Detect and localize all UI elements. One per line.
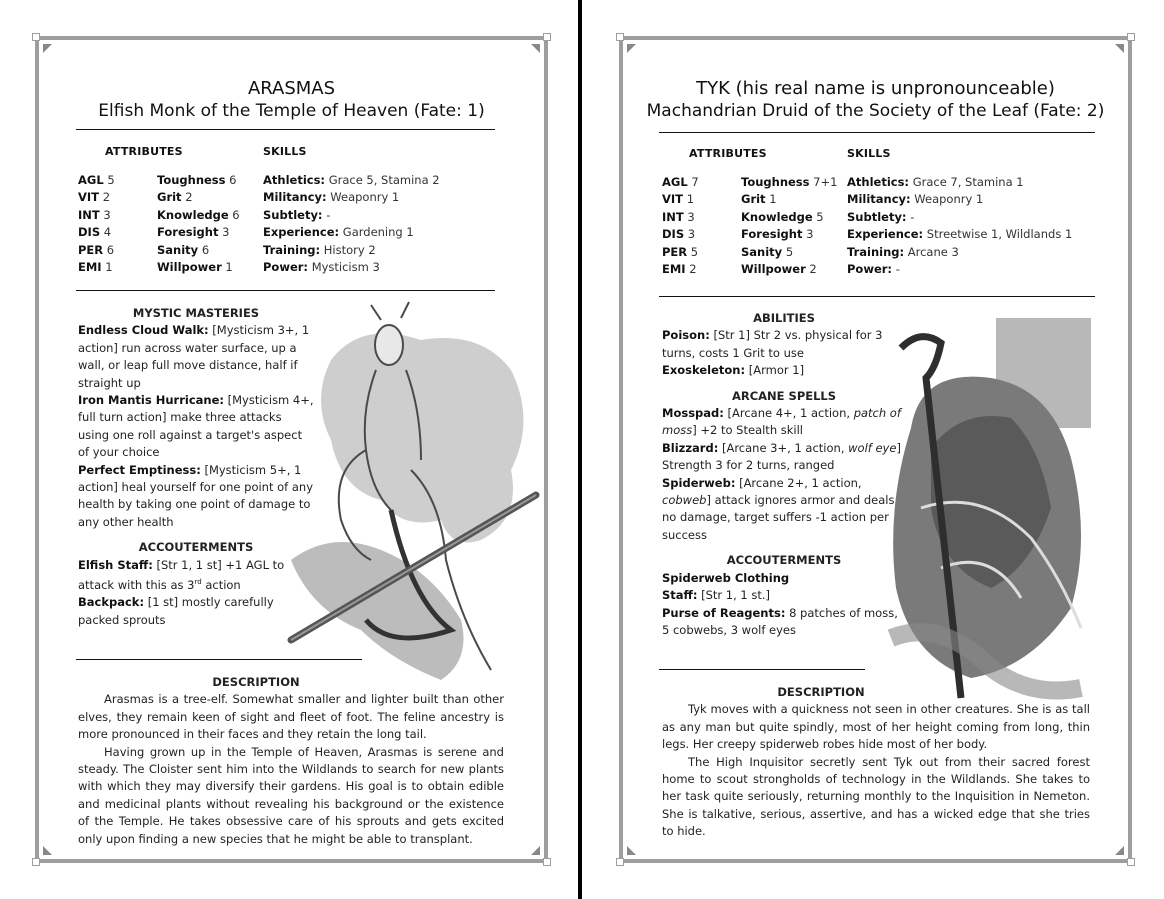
aspect-row bbox=[157, 207, 240, 224]
accouterment-item: Elfish Staff: [Str 1, 1 st] +1 AGL to attack with this as 3rd action bbox=[78, 557, 285, 592]
skill-row-label: Militancy: bbox=[847, 192, 911, 207]
character-name: TYK (his real name is unpronounceable) bbox=[696, 78, 1055, 99]
skill-row-label: Training: bbox=[847, 244, 905, 259]
aspect-row bbox=[741, 174, 837, 191]
spell-reagent: cobweb bbox=[662, 493, 707, 508]
skill-row-label: Militancy: bbox=[263, 190, 327, 205]
accouterment-item bbox=[662, 605, 906, 640]
description-heading: DESCRIPTION bbox=[212, 675, 300, 689]
skill-row-label: Athletics: bbox=[263, 173, 326, 187]
skill-row-label: Experience: bbox=[263, 225, 340, 240]
description-paragraph: Having grown up in the Temple of Heaven, Arasmas is serene and steady. The Cloister sent him into the Wildlands to search for new plants with which they may diversify their gardens. His goal is to obtain edible and medicinal plants without revealing his background or the existence of the Temple. He takes obsessive care of his sprouts and gets excited only upon finding a new species that he might be able to transplant. bbox=[78, 744, 504, 846]
attribute-row bbox=[662, 226, 699, 243]
aspect-row-value: 5 bbox=[785, 244, 794, 259]
skill-row bbox=[847, 244, 1072, 261]
skill-row bbox=[263, 189, 440, 206]
spell-cost: [Arcane 2+, 1 action, bbox=[739, 475, 862, 490]
skill-row-label: Power: bbox=[847, 262, 893, 277]
aspect-row bbox=[157, 224, 240, 241]
skill-row-value: Streetwise 1, Wildlands 1 bbox=[926, 227, 1073, 242]
mastery-item-name: Endless Cloud Walk: bbox=[78, 323, 209, 338]
skill-row-label: Power: bbox=[263, 260, 309, 275]
ability-item-name: Poison: bbox=[662, 328, 710, 343]
frame-corner bbox=[616, 33, 624, 41]
aspect-row-value: 7+1 bbox=[813, 175, 838, 189]
accouterment-item bbox=[662, 587, 906, 604]
aspect-row-label: Sanity bbox=[741, 244, 783, 259]
aspect-row-value: 1 bbox=[225, 260, 233, 275]
attributes-list bbox=[662, 174, 699, 278]
aspect-row-value: 6 bbox=[232, 207, 240, 222]
spell-cost: [Arcane 3+, 1 action, bbox=[721, 440, 849, 455]
frame-corner bbox=[1127, 858, 1135, 866]
attributes-heading: ATTRIBUTES bbox=[105, 145, 183, 158]
abilities-heading: ABILITIES bbox=[753, 311, 815, 325]
section-rule bbox=[76, 290, 495, 291]
attribute-row bbox=[78, 207, 115, 224]
mastery-item-text: [Mysticism 5+, 1 action] heal yourself for one point of any health by taking one point of damage to any other health bbox=[78, 462, 314, 529]
mastery-item-text: [Mysticism 3+, 1 action] run across water surface, up a wall, or leap full move distance, half if straight up bbox=[78, 323, 310, 390]
skill-row bbox=[847, 226, 1072, 243]
corner-triangle-icon bbox=[627, 44, 636, 53]
aspect-row-label: Willpower bbox=[741, 262, 806, 277]
skills-heading: SKILLS bbox=[847, 147, 891, 160]
skill-row-value: Arcane 3 bbox=[907, 244, 959, 259]
aspect-row bbox=[741, 244, 837, 261]
accouterment-item-name: Purse of Reagents: bbox=[662, 605, 786, 620]
attributes-heading: ATTRIBUTES bbox=[689, 147, 767, 160]
aspect-row-label: Foresight bbox=[157, 225, 219, 240]
accouterment-item-name: Staff: bbox=[662, 588, 698, 603]
skill-row-label: Subtlety: bbox=[847, 209, 907, 224]
mastery-item-name: Iron Mantis Hurricane: bbox=[78, 393, 224, 408]
section-rule bbox=[659, 669, 865, 670]
abilities-section bbox=[662, 310, 906, 639]
page-divider bbox=[578, 0, 582, 899]
aspect-row-value: 3 bbox=[806, 227, 814, 242]
frame-corner bbox=[32, 33, 40, 41]
attribute-row-label: INT bbox=[662, 209, 684, 224]
ability-item bbox=[662, 327, 906, 362]
attribute-row-label: INT bbox=[78, 207, 100, 222]
spell-item bbox=[662, 405, 906, 440]
skill-row bbox=[847, 174, 1072, 191]
description-heading: DESCRIPTION bbox=[777, 685, 865, 699]
ability-item-text: [Armor 1] bbox=[748, 363, 805, 378]
attribute-row bbox=[78, 189, 115, 206]
skill-row bbox=[263, 242, 440, 259]
section-rule bbox=[659, 132, 1095, 133]
skills-list bbox=[847, 174, 1072, 278]
spell-reagent: wolf eye bbox=[848, 440, 897, 455]
attribute-row bbox=[662, 209, 699, 226]
arcane-spells-heading: ARCANE SPELLS bbox=[731, 388, 837, 403]
aspect-row-value: 6 bbox=[201, 242, 210, 257]
aspect-row bbox=[741, 209, 837, 226]
mystic-masteries-heading: MYSTIC MASTERIES bbox=[132, 306, 260, 320]
spell-item bbox=[662, 440, 906, 475]
aspect-row bbox=[157, 172, 240, 189]
attribute-row-value: 5 bbox=[107, 173, 115, 187]
skill-row-value: Weaponry 1 bbox=[914, 192, 984, 207]
aspect-row bbox=[157, 189, 240, 206]
accouterments-heading: ACCOUTERMENTS bbox=[726, 553, 842, 568]
attribute-row-value: 3 bbox=[687, 227, 696, 242]
skill-row bbox=[847, 191, 1072, 208]
frame-corner bbox=[32, 858, 40, 866]
attribute-row-label: PER bbox=[662, 244, 688, 259]
aspect-row bbox=[741, 191, 837, 208]
attribute-row bbox=[662, 261, 699, 278]
accouterment-item-text: 8 patches of moss, 5 cobwebs, 3 wolf eyes bbox=[662, 605, 898, 637]
skill-row-label: Athletics: bbox=[847, 175, 910, 189]
description-section bbox=[662, 684, 1090, 841]
attribute-row bbox=[78, 242, 115, 259]
aspect-row-value: 2 bbox=[809, 262, 817, 277]
corner-triangle-icon bbox=[43, 846, 52, 855]
attribute-row-label: DIS bbox=[662, 227, 685, 242]
attribute-row-value: 1 bbox=[686, 192, 695, 207]
aspect-row-value: 2 bbox=[185, 190, 193, 205]
ability-item-text: [Str 1] Str 2 vs. physical for 3 turns, costs 1 Grit to use bbox=[662, 328, 883, 360]
character-subtitle: Machandrian Druid of the Society of the Leaf (Fate: 2) bbox=[646, 101, 1105, 121]
section-rule bbox=[659, 296, 1095, 297]
attribute-row bbox=[662, 191, 699, 208]
corner-triangle-icon bbox=[43, 44, 52, 53]
skill-row-label: Experience: bbox=[847, 227, 924, 242]
attribute-row-label: VIT bbox=[662, 192, 684, 207]
skills-heading: SKILLS bbox=[263, 145, 307, 158]
attribute-row-value: 1 bbox=[105, 260, 113, 275]
attribute-row-value: 5 bbox=[690, 244, 699, 259]
elf-monk-with-staff-illustration bbox=[271, 300, 546, 710]
description-paragraph: Tyk moves with a quickness not seen in other creatures. She is as tall as any man but quite spindly, most of her height coming from long, thin legs. Her creepy spiderweb robes hide most of her body. bbox=[662, 702, 1090, 752]
accouterment-item: Backpack: [1 st] mostly carefully packed sprouts bbox=[78, 595, 274, 627]
skill-row bbox=[263, 259, 440, 276]
mastery-item-text: [Mysticism 4+, full turn action] make three attacks using one roll against a target's aspect of your choice bbox=[78, 393, 314, 460]
skill-row-value: Gardening 1 bbox=[342, 225, 414, 240]
description-section bbox=[78, 674, 504, 848]
attribute-row bbox=[662, 244, 699, 261]
attribute-row-value: 2 bbox=[689, 262, 697, 277]
skill-row-value: Grace 7, Stamina 1 bbox=[912, 175, 1024, 189]
spell-name: Spiderweb: bbox=[662, 475, 736, 490]
skill-row bbox=[263, 207, 440, 224]
accouterment-item-name: Spiderweb Clothing bbox=[662, 570, 790, 585]
skill-row-label: Training: bbox=[263, 242, 321, 257]
frame-corner bbox=[543, 858, 551, 866]
attribute-row-value: 6 bbox=[106, 242, 115, 257]
aspect-row bbox=[741, 261, 837, 278]
spell-name: Blizzard: bbox=[662, 440, 719, 455]
attribute-row-label: EMI bbox=[662, 262, 686, 277]
ability-item bbox=[662, 362, 906, 379]
attribute-row-label: PER bbox=[78, 242, 104, 257]
attribute-row-value: 3 bbox=[103, 207, 111, 222]
attribute-row-label: DIS bbox=[78, 225, 101, 240]
skill-row-value: - bbox=[910, 209, 915, 224]
aspect-row bbox=[157, 242, 240, 259]
aspect-row-label: Grit bbox=[741, 192, 766, 207]
skill-row-value: - bbox=[895, 262, 900, 277]
attribute-row-value: 3 bbox=[687, 209, 695, 224]
spell-effect: ] attack ignores armor and deals no damage, target suffers -1 action per success bbox=[662, 493, 895, 542]
aspect-row-value: 3 bbox=[222, 225, 230, 240]
attribute-row-label: AGL bbox=[662, 175, 688, 189]
mastery-item-name: Perfect Emptiness: bbox=[78, 462, 201, 477]
description-paragraph: The High Inquisitor secretly sent Tyk out from their sacred forest home to scout strongholds of technology in the Wildlands. She takes to her task quite seriously, returning monthly to the Inquisition in Nemeton. She is talkative, serious, assertive, and has a wicked edge that she tries to hide. bbox=[662, 754, 1090, 839]
attribute-row bbox=[662, 174, 699, 191]
character-subtitle: Elfish Monk of the Temple of Heaven (Fate: 1) bbox=[98, 101, 485, 121]
attribute-row bbox=[78, 259, 115, 276]
aspect-row-label: Foresight bbox=[741, 227, 803, 242]
aspect-row bbox=[157, 259, 240, 276]
section-rule bbox=[76, 659, 362, 660]
aspect-row bbox=[741, 226, 837, 243]
spell-item bbox=[662, 475, 906, 545]
spell-reagent: patch of moss bbox=[662, 406, 901, 438]
attribute-row bbox=[78, 172, 115, 189]
aspect-row-label: Toughness bbox=[157, 173, 226, 187]
attribute-row-value: 4 bbox=[103, 225, 112, 240]
aspect-row-value: 5 bbox=[816, 209, 824, 224]
skill-row bbox=[847, 209, 1072, 226]
character-sheet-tyk bbox=[619, 36, 1132, 863]
aspect-row-label: Knowledge bbox=[157, 207, 229, 222]
attribute-row-value: 2 bbox=[102, 190, 111, 205]
ability-item-name: Exoskeleton: bbox=[662, 363, 746, 378]
aspect-row-label: Toughness bbox=[741, 175, 810, 189]
skill-row-value: - bbox=[326, 207, 331, 222]
skill-row-value: History 2 bbox=[323, 242, 376, 257]
accouterments-heading: ACCOUTERMENTS bbox=[138, 540, 254, 555]
character-sheet-arasmas bbox=[35, 36, 548, 863]
corner-triangle-icon bbox=[531, 846, 540, 855]
attribute-row bbox=[78, 224, 115, 241]
corner-triangle-icon bbox=[531, 44, 540, 53]
accouterment-item-text: [Str 1, 1 st.] bbox=[701, 588, 771, 603]
attribute-row-label: EMI bbox=[78, 260, 102, 275]
spell-cost: [Arcane 4+, 1 action, bbox=[727, 406, 854, 421]
skill-row-label: Subtlety: bbox=[263, 207, 323, 222]
skill-row-value: Weaponry 1 bbox=[330, 190, 400, 205]
frame-corner bbox=[616, 858, 624, 866]
corner-triangle-icon bbox=[1115, 846, 1124, 855]
skill-row bbox=[263, 172, 440, 189]
aspect-row-label: Willpower bbox=[157, 260, 222, 275]
frame-corner bbox=[1127, 33, 1135, 41]
skill-row-value: Mysticism 3 bbox=[311, 260, 380, 275]
aspect-row-label: Sanity bbox=[157, 242, 199, 257]
spell-effect: ] +2 to Stealth skill bbox=[692, 423, 804, 438]
corner-triangle-icon bbox=[1115, 44, 1124, 53]
aspect-row-value: 6 bbox=[229, 173, 237, 187]
aspect-row-label: Grit bbox=[157, 190, 182, 205]
attribute-row-label: VIT bbox=[78, 190, 100, 205]
section-rule bbox=[76, 129, 495, 130]
corner-triangle-icon bbox=[627, 846, 636, 855]
description-paragraph: Arasmas is a tree-elf. Somewhat smaller and lighter built than other elves, they remain keen of sight and fleet of foot. The feline ancestry is more pronounced in their faces and they retain the long tail. bbox=[78, 692, 504, 742]
aspect-row-label: Knowledge bbox=[741, 209, 813, 224]
skills-list bbox=[263, 172, 440, 276]
character-name: ARASMAS bbox=[247, 78, 336, 99]
aspects-list bbox=[157, 172, 240, 276]
attribute-row-label: AGL bbox=[78, 173, 104, 187]
skill-row-value: Grace 5, Stamina 2 bbox=[328, 173, 440, 187]
skill-row bbox=[847, 261, 1072, 278]
attributes-list bbox=[78, 172, 115, 276]
aspect-row-value: 1 bbox=[769, 192, 777, 207]
attribute-row-value: 7 bbox=[691, 175, 699, 189]
mossy-druid-with-staff-illustration bbox=[881, 308, 1103, 703]
aspects-list bbox=[741, 174, 837, 278]
frame-corner bbox=[543, 33, 551, 41]
accouterment-item bbox=[662, 570, 906, 587]
spell-effect: ] Strength 3 for 2 turns, ranged bbox=[662, 440, 901, 473]
spell-name: Mosspad: bbox=[662, 406, 724, 421]
skill-row bbox=[263, 224, 440, 241]
